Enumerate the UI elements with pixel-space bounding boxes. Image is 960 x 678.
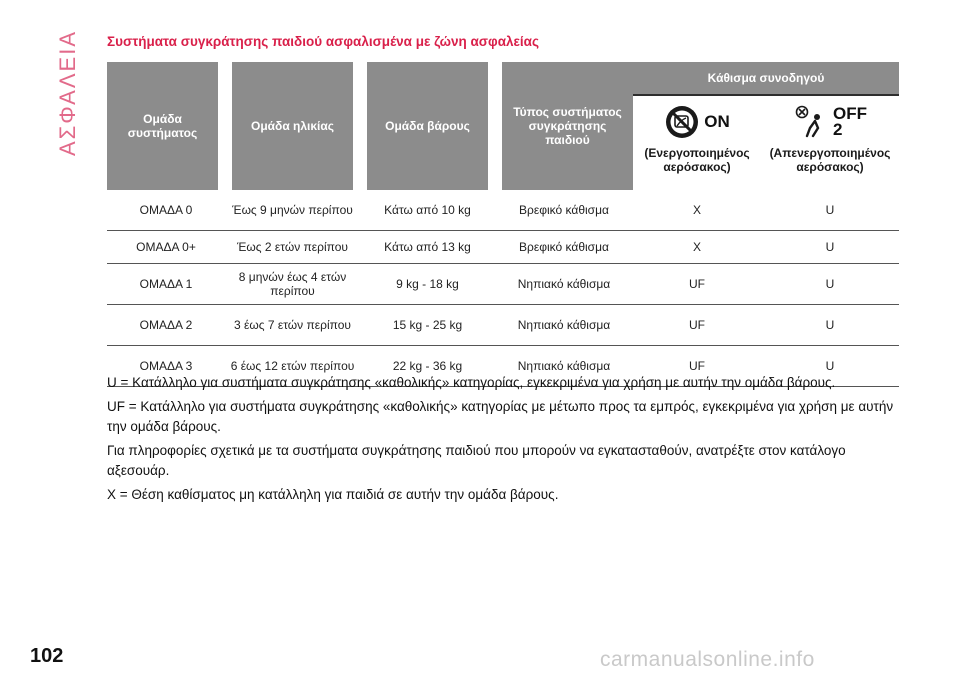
cell-airbag-on: X	[633, 231, 761, 264]
cell-age: 8 μηνών έως 4 ετών περίπου	[225, 264, 360, 305]
header-age: Ομάδα ηλικίας	[225, 62, 360, 190]
cell-weight: 9 kg - 18 kg	[360, 264, 495, 305]
note-accessories: Για πληροφορίες σχετικά με τα συστήματα συγκράτησης παιδιού που μπορούν να εγκατασταθούν, ανατρέξτε στον κατάλογο αξεσουάρ.	[107, 443, 846, 478]
cell-type: Νηπιακό κάθισμα	[495, 346, 633, 387]
section-side-label	[48, 28, 88, 158]
airbag-off-label-group	[833, 106, 867, 138]
cell-type: Νηπιακό κάθισμα	[495, 305, 633, 346]
airbag-on-label: ON	[704, 112, 730, 131]
cell-airbag-on: UF	[633, 305, 761, 346]
table-row	[107, 264, 899, 305]
cell-weight: 22 kg - 36 kg	[360, 346, 495, 387]
header-passenger-seat: Κάθισμα συνοδηγού	[633, 62, 899, 95]
header-type: Τύπος συστήματος συγκράτησης παιδιού	[495, 62, 633, 190]
child-seat-table	[107, 62, 899, 387]
airbag-on-icon	[664, 104, 700, 140]
cell-group: ΟΜΑΔΑ 1	[107, 264, 225, 305]
cell-airbag-off: U	[761, 190, 899, 231]
header-group: Ομάδα συστήματος	[107, 62, 225, 190]
cell-airbag-off: U	[761, 264, 899, 305]
note-not-suitable: X = Θέση καθίσματος μη κατάλληλη για παιδιά σε αυτήν την ομάδα βάρους.	[107, 487, 559, 502]
cell-airbag-on: UF	[633, 264, 761, 305]
cell-airbag-on: UF	[633, 346, 761, 387]
cell-type: Βρεφικό κάθισμα	[495, 231, 633, 264]
cell-group: ΟΜΑΔΑ 0	[107, 190, 225, 231]
page-heading: Συστήματα συγκράτησης παιδιού ασφαλισμένα με ζώνη ασφαλείας	[107, 34, 539, 49]
airbag-off-caption: (Απενεργοποιημένος αερόσακος)	[769, 146, 891, 174]
cell-type: Βρεφικό κάθισμα	[495, 190, 633, 231]
airbag-off-icon	[793, 104, 829, 140]
cell-group: ΟΜΑΔΑ 3	[107, 346, 225, 387]
note-forward-facing: UF = Κατάλληλο για συστήματα συγκράτησης «καθολικής» κατηγορίας με μέτωπο προς τα εμπρός, εγκεκριμένα για χρήση με αυτήν την ομάδα βάρους.	[107, 399, 894, 434]
header-weight: Ομάδα βάρους	[360, 62, 495, 190]
cell-age: Έως 9 μηνών περίπου	[225, 190, 360, 231]
page-number: 102	[30, 645, 64, 667]
cell-age: 3 έως 7 ετών περίπου	[225, 305, 360, 346]
airbag-on-caption: (Ενεργοποιημένος αερόσακος)	[644, 146, 750, 174]
table-row	[107, 231, 899, 264]
cell-age: 6 έως 12 ετών περίπου	[225, 346, 360, 387]
cell-airbag-on: X	[633, 190, 761, 231]
note-universal: U = Κατάλληλο για συστήματα συγκράτησης «καθολικής» κατηγορίας, εγκεκριμένα για χρήση με αυτήν την ομάδα βάρους.	[107, 375, 836, 390]
header-airbag-off	[761, 95, 899, 190]
airbag-off-number: 2	[833, 120, 843, 139]
cell-weight: Κάτω από 13 kg	[360, 231, 495, 264]
cell-weight: Κάτω από 10 kg	[360, 190, 495, 231]
cell-age: Έως 2 ετών περίπου	[225, 231, 360, 264]
table-row	[107, 190, 899, 231]
airbag-off-label: OFF	[833, 104, 867, 123]
section-label-text: ΑΣΦΑΛΕΙΑ	[55, 29, 80, 157]
cell-group: ΟΜΑΔΑ 0+	[107, 231, 225, 264]
header-airbag-on	[633, 95, 761, 190]
cell-weight: 15 kg - 25 kg	[360, 305, 495, 346]
cell-type: Νηπιακό κάθισμα	[495, 264, 633, 305]
legend-notes	[107, 373, 907, 509]
cell-airbag-off: U	[761, 346, 899, 387]
table-row	[107, 305, 899, 346]
cell-airbag-off: U	[761, 231, 899, 264]
cell-group: ΟΜΑΔΑ 2	[107, 305, 225, 346]
cell-airbag-off: U	[761, 305, 899, 346]
watermark: carmanualsonline.info	[600, 648, 815, 671]
